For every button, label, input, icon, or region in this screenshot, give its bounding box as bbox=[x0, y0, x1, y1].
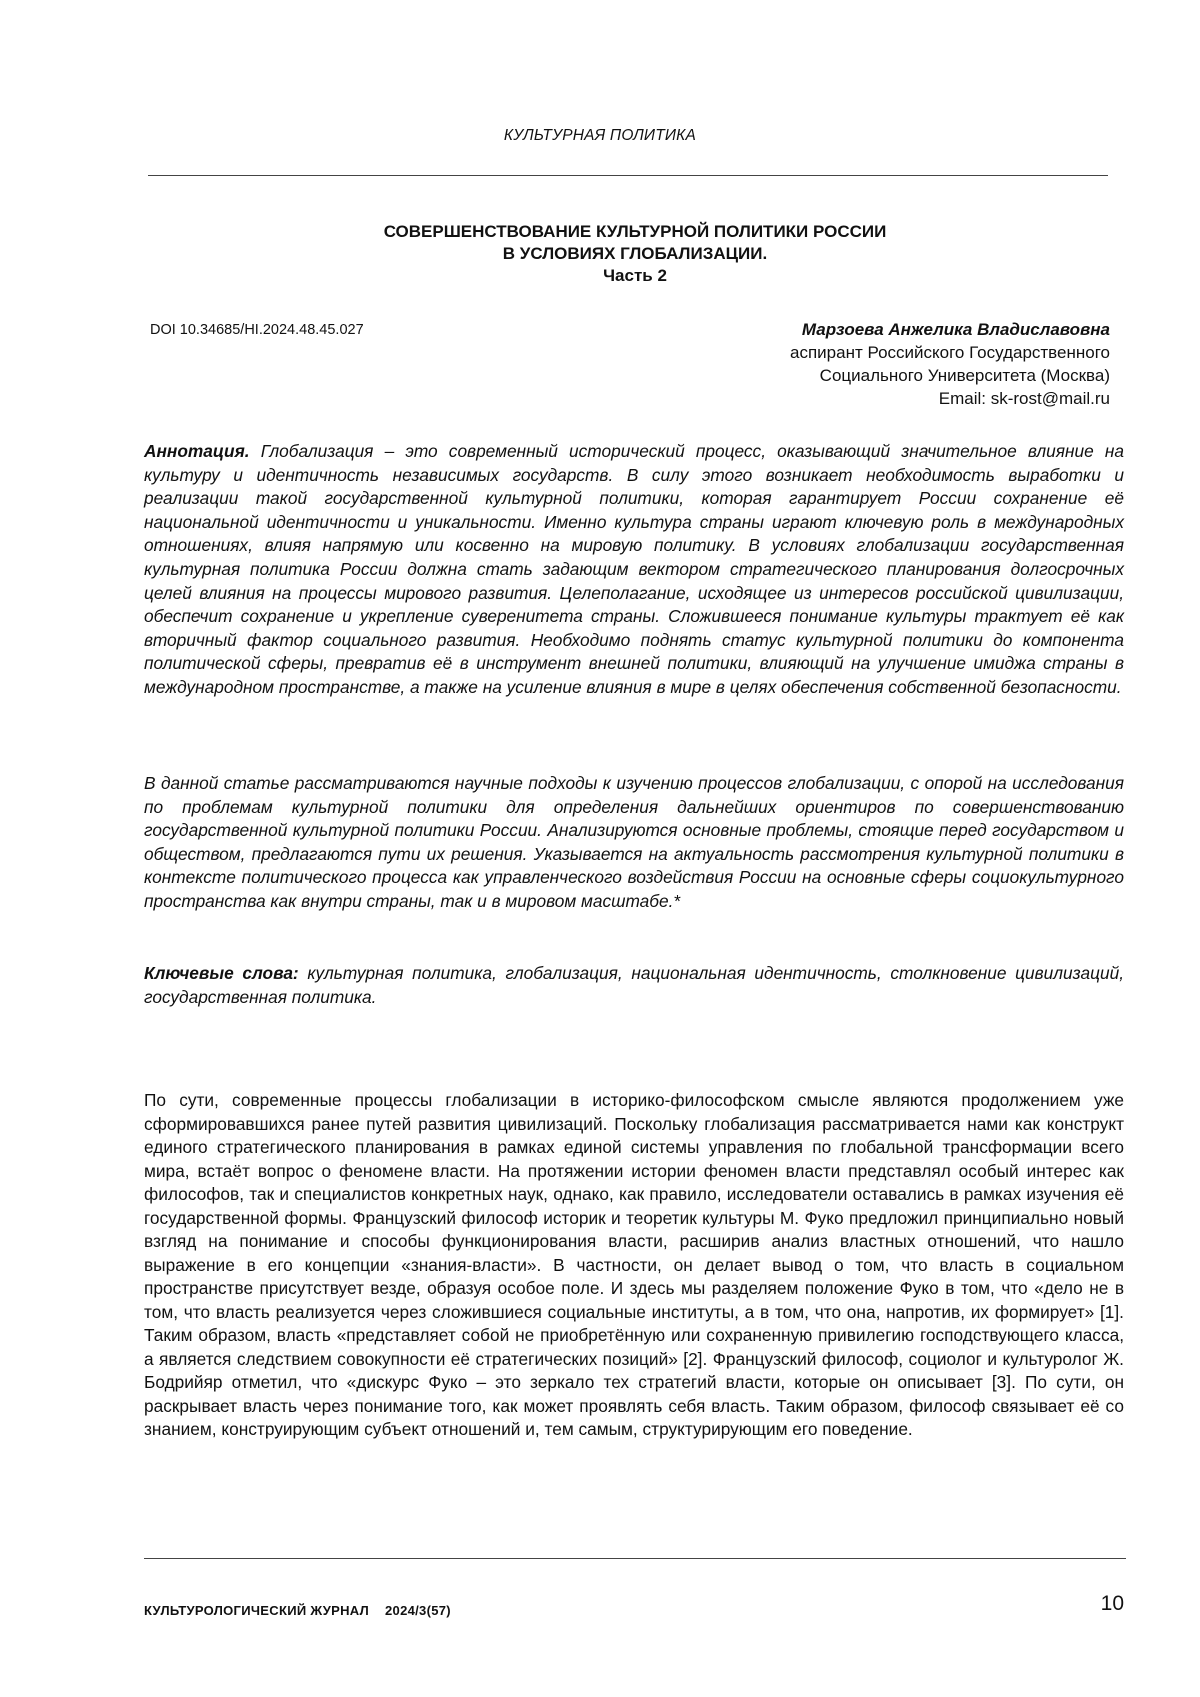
title-line-1: СОВЕРШЕНСТВОВАНИЕ КУЛЬТУРНОЙ ПОЛИТИКИ РОССИИ bbox=[383, 222, 887, 241]
abstract-paragraph-2 bbox=[144, 772, 1124, 914]
keywords-label: Ключевые слова: bbox=[144, 963, 299, 983]
journal-issue: 2024/3(57) bbox=[385, 1603, 451, 1618]
footer-divider bbox=[144, 1558, 1126, 1559]
author-name: Марзоева Анжелика Владиславовна bbox=[801, 320, 1110, 339]
abstract-label: Аннотация. bbox=[144, 441, 250, 461]
section-header: КУЛЬТУРНАЯ ПОЛИТИКА bbox=[503, 127, 697, 144]
author-position-line-1: аспирант Российского Государственного bbox=[790, 343, 1110, 362]
abstract-text-2: В данной статье рассматриваются научные подходы к изучению процессов глобализации, с опорой на исследования по проблемам культурной политики для определения дальнейших ориентиров по совершенствованию государственной культурной политики России. Анализируются основные проблемы, стоящие перед государством и обществом, предлагаются пути их решения. Указывается на актуальность рассмотрения культурной политики в контексте политического процесса как управленческого воздействия России на основные сферы социокультурного пространства как внутри страны, так и в мировом масштабе.* bbox=[144, 773, 1124, 911]
author-position-line-2: Социального Университета (Москва) bbox=[819, 366, 1110, 385]
footer-journal bbox=[144, 1603, 451, 1618]
article-title bbox=[0, 221, 1200, 287]
header-divider bbox=[148, 175, 1108, 176]
doi: DOI 10.34685/HI.2024.48.45.027 bbox=[150, 322, 364, 338]
keywords bbox=[144, 962, 1124, 1009]
abstract-text-1: Глобализация – это современный исторический процесс, оказывающий значительное влияние на культуру и идентичность независимых государств. В силу этого возникает необходимость выработки и реализации такой государственной культурной политики, которая гарантирует России сохранение её национальной идентичности и уникальности. Именно культура страны играют ключевую роль в международных отношениях, влияя напрямую или косвенно на мировую политику. В условиях глобализации государственная культурная политика России должна стать задающим вектором стратегического планирования долгосрочных целей влияния на процессы мирового развития. Целеполагание, исходящее из интересов российской цивилизации, обеспечит сохранение и укрепление суверенитета страны. Сложившееся понимание культуры трактует её как вторичный фактор социального развития. Необходимо поднять статус культурной политики до компонента политической сферы, превратив её в инструмент внешней политики, влияющий на улучшение имиджа страны в международном пространстве, а также на усиление влияния в мире в целях обеспечения собственной безопасности. bbox=[144, 441, 1124, 697]
body-paragraph-1: По сути, современные процессы глобализации в историко-философском смысле являются продолжением уже сформировавшихся ранее путей развития цивилизаций. Поскольку глобализация рассматривается нами как конструкт единого стратегического планирования в рамках единой системы управления по глобальной трансформации всего мира, встаёт вопрос о феномене власти. На протяжении истории феномен власти представлял особый интерес как философов, так и специалистов конкретных наук, однако, как правило, исследователи оставались в рамках изучения её государственной формы. Французский философ историк и теоретик культуры М. Фуко предложил принципиально новый взгляд на понимание и способы функционирования власти, расширив анализ властных отношений, что нашло выражение в его концепции «знания-власти». В частности, он делает вывод о том, что власть в социальном пространстве присутствует везде, образуя особое поле. И здесь мы разделяем положение Фуко в том, что «дело не в том, что власть реализуется через сложившиеся социальные институты, а в том, что она, напротив, их формирует» [1]. Таким образом, власть «представляет собой не приобретённую или сохраненную привилегию господствующего класса, а является следствием совокупности её стратегических позиций» [2]. Французский философ, социолог и культуролог Ж. Бодрийяр отметил, что «дискурс Фуко – это зеркало тех стратегий власти, которые он описывает [3]. По сути, он раскрывает власть через понимание того, как может проявлять себя власть. Таким образом, философ связывает её со знанием, конструирующим субъект отношений и, тем самым, структурирующим его поведение. bbox=[144, 1090, 1124, 1439]
author-email: Email: sk-rost@mail.ru bbox=[938, 389, 1110, 408]
title-line-2: В УСЛОВИЯХ ГЛОБАЛИЗАЦИИ. bbox=[502, 244, 768, 263]
author-block bbox=[790, 318, 1110, 410]
abstract-paragraph-1 bbox=[144, 440, 1124, 700]
journal-name: КУЛЬТУРОЛОГИЧЕСКИЙ ЖУРНАЛ bbox=[144, 1603, 370, 1618]
page-number: 10 bbox=[1100, 1592, 1124, 1615]
keywords-text: культурная политика, глобализация, национальная идентичность, столкновение цивилизаций, государственная политика. bbox=[144, 963, 1124, 1007]
title-part: Часть 2 bbox=[603, 266, 667, 285]
